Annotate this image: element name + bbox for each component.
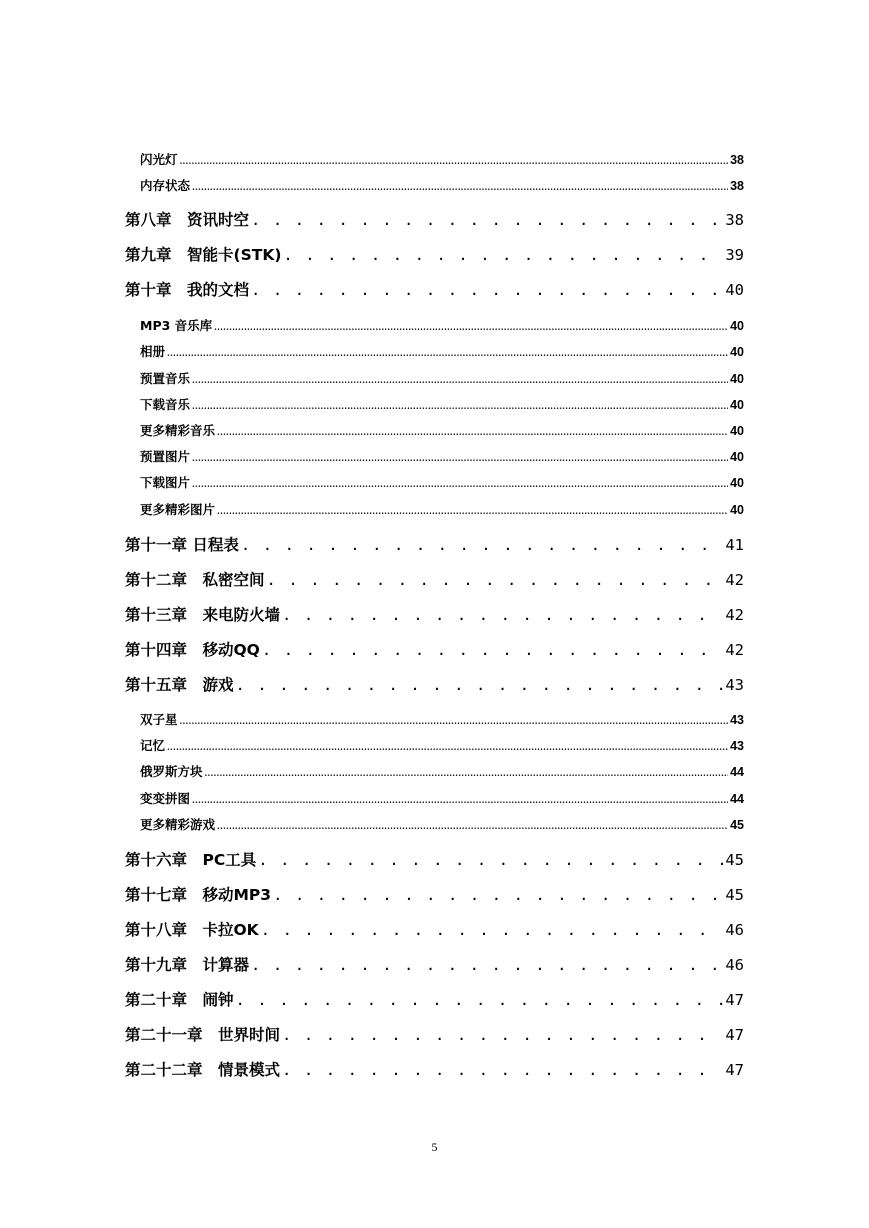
toc-chapter-14[interactable] [125,638,744,660]
dot-leader [192,791,728,806]
dot-leader [217,502,728,517]
toc-entry-album[interactable] [140,342,744,358]
dot-leader [283,246,723,264]
toc-chapter-title: 第十一章 日程表 [125,536,239,554]
toc-entry-title: 相册 [140,344,166,359]
toc-chapter-12[interactable] [125,568,744,590]
toc-chapter-title: 第二十一章 世界时间 [125,1026,281,1044]
toc-entry-title: 下载音乐 [140,397,191,412]
toc-entry-preset-pictures[interactable] [140,447,744,463]
dot-leader [251,956,723,974]
toc-entry-title: 闪光灯 [140,152,178,167]
toc-chapter-16[interactable] [125,848,744,870]
dot-leader [273,886,723,904]
toc-chapter-page: 43 [725,676,744,694]
toc-entry-memory-game[interactable] [140,736,744,752]
dot-leader [167,344,728,359]
toc-entry-page: 40 [730,398,744,412]
dot-leader [282,1061,723,1079]
toc-chapter-title: 第十四章 移动QQ [125,641,260,659]
toc-chapter-title: 第十七章 移动MP3 [125,886,272,904]
toc-entry-memory-status[interactable] [140,176,744,192]
dot-leader [236,991,724,1009]
toc-chapter-title: 第十五章 游戏 [125,676,234,694]
toc-chapter-page: 40 [725,281,744,299]
toc-entry-page: 44 [730,792,744,806]
toc-chapter-page: 42 [725,641,744,659]
dot-leader [262,641,723,659]
dot-leader [258,851,723,869]
toc-entry-title: 更多精彩图片 [140,502,216,517]
toc-chapter-11[interactable] [125,533,744,555]
toc-chapter-8[interactable] [125,208,744,230]
toc-entry-download-pictures[interactable] [140,473,744,489]
toc-entry-page: 38 [730,153,744,167]
toc-chapter-title: 第十八章 卡拉OK [125,921,259,939]
toc-entry-more-music[interactable] [140,421,744,437]
dot-leader [167,738,728,753]
toc-entry-page: 40 [730,503,744,517]
toc-entry-mp3-library[interactable] [140,316,744,332]
toc-chapter-title: 第九章 智能卡(STK) [125,246,282,264]
toc-chapter-title: 第十章 我的文档 [125,281,250,299]
toc-chapter-10[interactable] [125,278,744,300]
toc-chapter-18[interactable] [125,918,744,940]
toc-chapter-17[interactable] [125,883,744,905]
toc-chapter-title: 第十二章 私密空间 [125,571,265,589]
toc-chapter-20[interactable] [125,988,744,1010]
toc-entry-page: 40 [730,450,744,464]
toc-entry-more-games[interactable] [140,815,744,831]
toc-entry-title: 内存状态 [140,178,191,193]
page-number: 5 [431,1140,438,1154]
toc-chapter-15[interactable] [125,673,744,695]
dot-leader [217,817,728,832]
dot-leader [180,712,729,727]
toc-chapter-page: 41 [725,536,744,554]
toc-chapter-title: 第八章 资讯时空 [125,211,250,229]
dot-leader [251,211,723,229]
toc-entry-title: 俄罗斯方块 [140,764,203,779]
dot-leader [205,764,729,779]
toc-entry-page: 40 [730,424,744,438]
toc-chapter-page: 47 [725,1026,744,1044]
toc-entry-page: 40 [730,372,744,386]
dot-leader [261,921,724,939]
toc-chapter-page: 38 [725,211,744,229]
dot-leader [267,571,724,589]
toc-chapter-page: 45 [725,851,744,869]
toc-chapter-page: 47 [725,991,744,1009]
toc-entry-page: 45 [730,818,744,832]
toc-chapter-22[interactable] [125,1058,744,1080]
toc-entry-title: 更多精彩音乐 [140,423,216,438]
toc-entry-page: 40 [730,345,744,359]
toc-entry-tetris[interactable] [140,762,744,778]
dot-leader [251,281,723,299]
toc-entry-page: 38 [730,179,744,193]
dot-leader [236,676,724,694]
toc-entry-title: 双子星 [140,712,178,727]
dot-leader [282,606,723,624]
toc-chapter-page: 46 [725,956,744,974]
toc-chapter-title: 第十六章 PC工具 [125,851,257,869]
toc-chapter-13[interactable] [125,603,744,625]
toc-chapter-title: 第十三章 来电防火墙 [125,606,281,624]
toc-chapter-title: 第二十章 闹钟 [125,991,234,1009]
toc-chapter-9[interactable] [125,243,744,265]
toc-entry-title: 变变拼图 [140,791,191,806]
dot-leader [180,152,729,167]
dot-leader [217,423,728,438]
toc-entry-title: 预置音乐 [140,371,191,386]
toc-chapter-page: 45 [725,886,744,904]
toc-chapter-19[interactable] [125,953,744,975]
dot-leader [192,449,728,464]
dot-leader [192,371,728,386]
toc-chapter-page: 42 [725,571,744,589]
toc-chapter-title: 第二十二章 情景模式 [125,1061,281,1079]
toc-entry-puzzle[interactable] [140,789,744,805]
toc-entry-page: 40 [730,476,744,490]
toc-chapter-21[interactable] [125,1023,744,1045]
toc-entry-page: 43 [730,739,744,753]
toc-entry-title: 预置图片 [140,449,191,464]
dot-leader [192,475,728,490]
toc-entry-title: 下载图片 [140,475,191,490]
toc-entry-title: 记忆 [140,738,166,753]
toc-chapter-page: 39 [725,246,744,264]
toc-entry-page: 40 [730,319,744,333]
dot-leader [241,536,723,554]
toc-entry-page: 44 [730,765,744,779]
toc-entry-preset-music[interactable] [140,369,744,385]
toc-entry-flashlight[interactable] [140,150,744,166]
toc-chapter-page: 42 [725,606,744,624]
dot-leader [214,318,728,333]
dot-leader [192,178,728,193]
dot-leader [282,1026,723,1044]
toc-chapter-page: 47 [725,1061,744,1079]
toc-entry-more-pictures[interactable] [140,500,744,516]
toc-entry-title: MP3 音乐库 [140,318,213,333]
toc-entry-gemini[interactable] [140,710,744,726]
toc-entry-download-music[interactable] [140,395,744,411]
toc-entry-page: 43 [730,713,744,727]
toc-chapter-title: 第十九章 计算器 [125,956,250,974]
toc-entry-title: 更多精彩游戏 [140,817,216,832]
dot-leader [192,397,728,412]
toc-chapter-page: 46 [725,921,744,939]
